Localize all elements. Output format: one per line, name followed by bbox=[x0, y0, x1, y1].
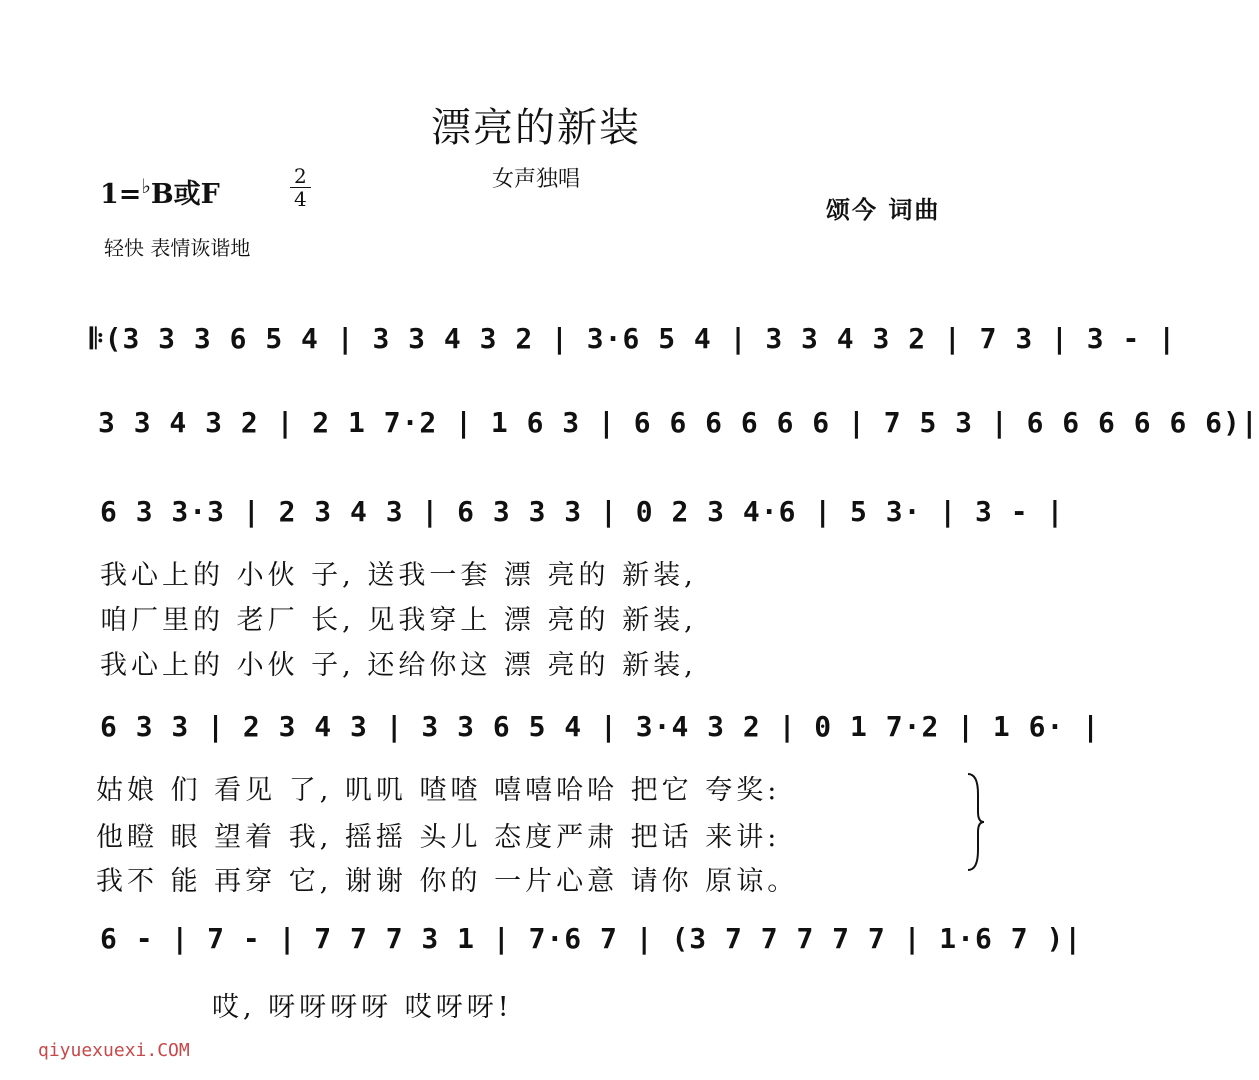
lyric-ending: 哎, 呀呀呀呀 哎呀呀! bbox=[212, 992, 513, 1023]
watermark: qiyuexuexi.COM bbox=[38, 1040, 190, 1061]
key-prefix: 1= bbox=[100, 179, 142, 210]
lyric-verse3-line2: 我不 能 再穿 它, 谢谢 你的 一片心意 请你 原谅。 bbox=[96, 866, 799, 897]
score-row-2: 3 3 4 3 2 | 2 1 7·2 | 1 6 3 | 6 6 6 6 6 6 | 7 5 3 | 6 6 6 6 6 6)| bbox=[98, 406, 1259, 439]
lyric-verse2-line2: 他瞪 眼 望着 我, 摇摇 头儿 态度严肃 把话 来讲: bbox=[96, 822, 781, 853]
verse-bracket bbox=[966, 772, 986, 872]
score-row-5: 6 - | 7 - | 7 7 7 3 1 | 7·6 7 | (3 7 7 7 7 7 | 1·6 7 )| bbox=[100, 922, 1083, 955]
key-signature bbox=[100, 172, 220, 211]
lyric-verse1-line2: 姑娘 们 看见 了, 叽叽 喳喳 嘻嘻哈哈 把它 夸奖: bbox=[96, 775, 781, 806]
lyric-verse2-line1: 咱厂里的 老厂 长, 见我穿上 漂 亮的 新装, bbox=[100, 605, 697, 636]
flat-sign: ♭ bbox=[141, 174, 151, 198]
score-row-4: 6 3 3 | 2 3 4 3 | 3 3 6 5 4 | 3·4 3 2 | 0 1 7·2 | 1 6· | bbox=[100, 710, 1101, 743]
lyric-verse3-line1: 我心上的 小伙 子, 还给你这 漂 亮的 新装, bbox=[100, 650, 697, 681]
meter-numerator: 2 bbox=[290, 166, 311, 188]
time-signature bbox=[290, 166, 311, 209]
key-suffix: B或F bbox=[150, 179, 220, 210]
tempo-marking: 轻快 表情诙谐地 bbox=[104, 236, 251, 260]
lyric-verse1-line1: 我心上的 小伙 子, 送我一套 漂 亮的 新装, bbox=[100, 560, 697, 591]
song-title: 漂亮的新装 bbox=[431, 105, 641, 151]
score-row-1: 𝄆(3 3 3 6 5 4 | 3 3 4 3 2 | 3·6 5 4 | 3 3 4 3 2 | 7 3 | 3 - | bbox=[90, 322, 1177, 355]
composer-credit: 颂今 词曲 bbox=[826, 196, 941, 224]
meter-denominator: 4 bbox=[294, 187, 307, 211]
subtitle: 女声独唱 bbox=[491, 167, 580, 192]
score-row-3: 6 3 3·3 | 2 3 4 3 | 6 3 3 3 | 0 2 3 4·6 | 5 3· | 3 - | bbox=[100, 495, 1065, 528]
